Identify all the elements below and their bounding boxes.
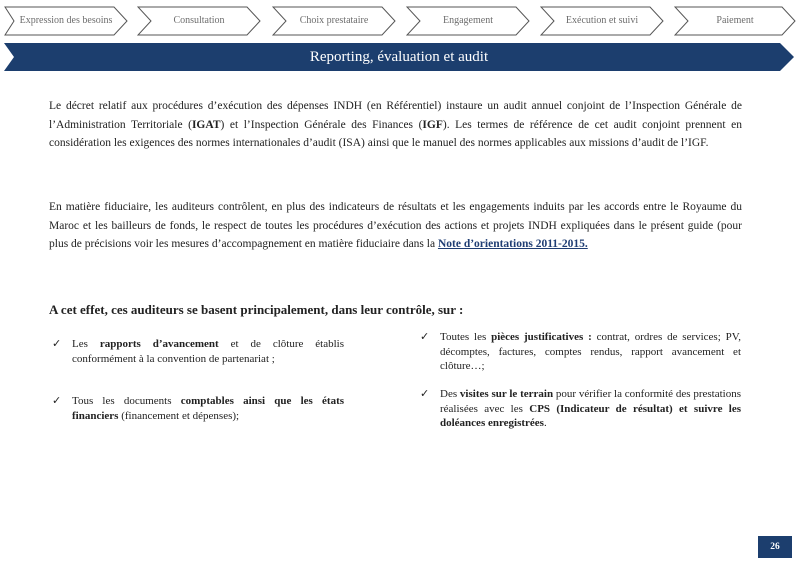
check-icon: ✓ [420,387,430,400]
page-number: 26 [758,536,792,558]
note-orientations-link[interactable]: Note d’orientations 2011-2015. [437,238,588,250]
bullet-rapports-avancement [52,337,345,366]
step-label: Choix prestataire [299,15,369,26]
step-label: Exécution et suivi [565,15,639,26]
text-run: ). Les termes de référence de cet audit conjoint prennent en considération les exigences des normes internationales d’audit (ISA) ainsi que le manuel des normes applicables aux missions d’audit de l’IGF. [49,118,743,149]
bold-text: rapports d’avancement [99,338,219,350]
bullet-documents-comptables [52,394,345,423]
text-run: (financement et dépenses); [118,409,240,422]
text-run: et de clôture établis conformément à la convention de partenariat ; [72,338,345,365]
text-run: . [543,417,547,429]
bold-text: CPS (Indicateur de résultat) et suivre les doléances enregistrées [440,402,741,429]
text-run: Le décret relatif aux procédures d’exécution des dépenses INDH (en Référentiel) instaure un audit annuel conjoint de l’Inspection Générale de l’Administration Territoriale ( [49,100,742,131]
bold-text: visites sur le terrain [459,388,554,400]
bold-text: pièces justificatives : [491,331,592,343]
process-step-expression-besoins [4,6,128,36]
text-run: Tous les documents [72,395,181,407]
bullet-visites-terrain [420,387,741,431]
paragraph-audit-decree [49,97,742,153]
bullet-pieces-justificatives [420,330,742,374]
process-step-consultation [137,6,261,36]
text-run: En matière fiduciaire, les auditeurs contrôlent, en plus des indicateurs de résultats et les engagements induits par les accords entre le Royaume du Maroc et les bailleurs de fonds, le respect de toutes les procédures d’exécution des actions et projets INDH expliquées dans le présent guide (pour plus de précisions voir les mesures d’accompagnement en matière fiduciaire dans la [49,201,742,250]
step-label: Expression des besoins [19,15,113,26]
process-step-paiement [674,6,796,36]
process-steps [0,0,800,42]
check-icon: ✓ [52,394,62,407]
paragraph-fiduciary [49,198,742,254]
check-icon: ✓ [52,337,62,350]
text-run: contrat, ordres de services; PV, décomptes, factures, comptes rendus, rapport avancement et clôture…; [440,331,742,372]
text-run: ) et l’Inspection Générale des Finances ( [220,118,423,131]
step-label: Engagement [443,15,493,26]
text-run: Toutes les [440,331,492,343]
process-step-choix-prestataire [272,6,396,36]
step-label: Paiement [716,15,754,26]
bold-igat: IGAT [191,118,221,131]
process-step-execution-suivi [540,6,664,36]
controls-heading: A cet effet, ces auditeurs se basent principalement, dans leur contrôle, sur : [49,302,464,317]
process-step-engagement [406,6,530,36]
section-banner [4,43,794,71]
text-run: Les [72,338,100,350]
section-title: Reporting, évaluation et audit [309,48,489,65]
text-run: pour vérifier la conformité des prestations réalisées avec les [440,388,741,415]
step-label: Consultation [173,15,225,26]
bold-igf: IGF [422,118,443,131]
bold-text: comptables ainsi que les états financiers [72,395,345,422]
check-icon: ✓ [420,330,430,343]
text-run: Des [440,388,460,400]
